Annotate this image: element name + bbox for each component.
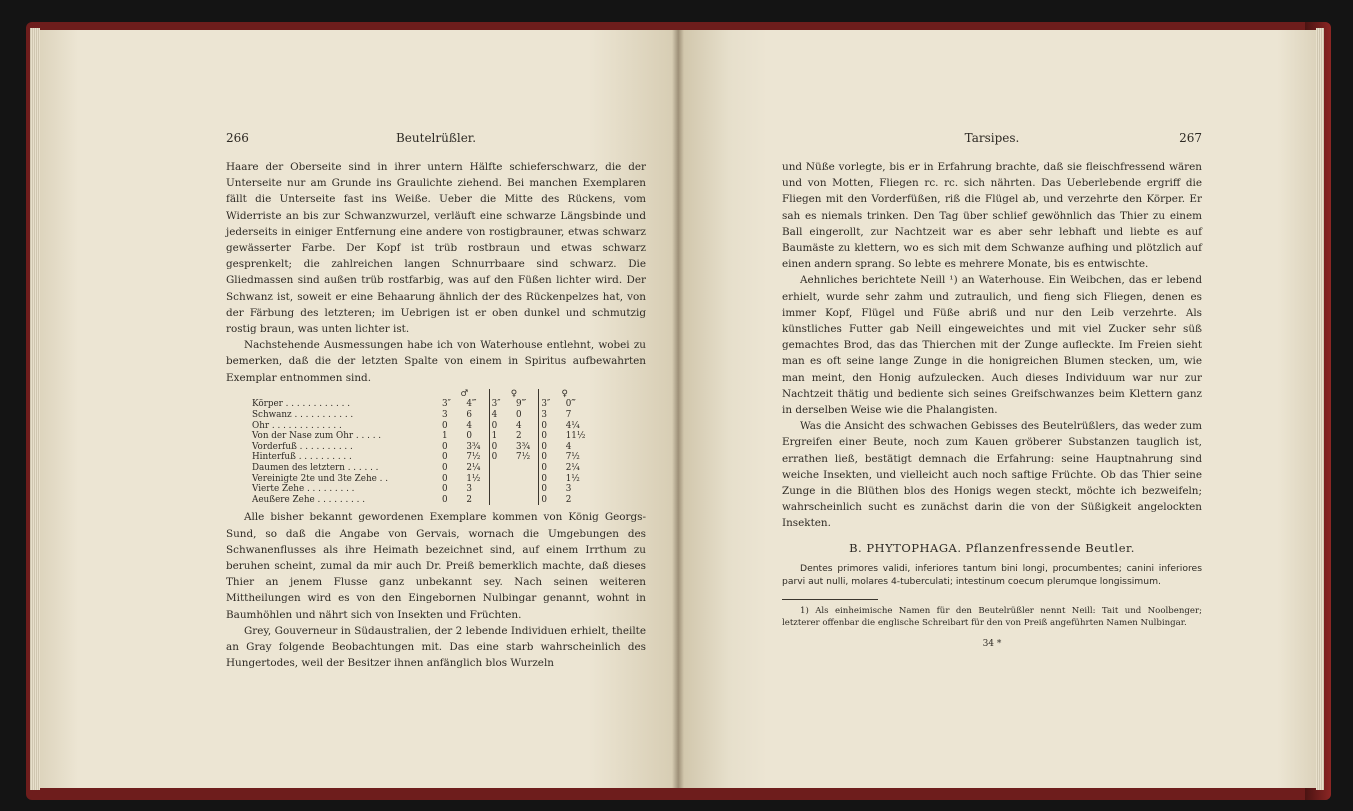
table-cell: 7½ <box>516 452 531 463</box>
row-label: Schwanz . . . . . . . . . . . <box>252 410 354 421</box>
table-cell: 1 <box>489 431 514 442</box>
table-cell: 2 <box>516 431 522 442</box>
table-cell: 0 <box>539 495 564 506</box>
table-cell <box>514 474 539 485</box>
column-header: ♀ <box>489 389 539 400</box>
row-label: Vereinigte 2te und 3te Zehe . . <box>252 473 389 484</box>
table-cell: 9‴ <box>516 399 527 410</box>
left-page-body <box>226 159 646 671</box>
table-cell: 3 <box>442 410 448 421</box>
table-cell <box>514 495 539 506</box>
row-label: Vorderfuß . . . . . . . . . . <box>252 441 353 452</box>
table-cell: 2¼ <box>565 463 580 473</box>
table-cell: 3¾ <box>516 441 531 452</box>
table-header-row <box>250 389 590 400</box>
row-label: Von der Nase zum Ohr . . . . . <box>252 431 382 442</box>
table-cell <box>489 463 514 474</box>
right-page-body <box>782 159 1202 652</box>
table-cell: 3″ <box>539 399 564 410</box>
table-cell: 3″ <box>489 399 514 410</box>
table-cell: 0 <box>539 474 564 485</box>
paragraph: Aehnliches berichtete Neill ¹) an Waterhouse. Ein Weibchen, das er lebend erhielt, wurde sehr zahm und zutraulich, und fieng sich Fliegen, denen es immer Kopf, Flügel und Füße abriß und nur den Leib verzehrte. Als künstliches Futter gab Neill eingeweichtes und mit viel Zucker sehr süß gemachtes Brod, das das Thierchen mit der Zunge aufleckte. Im Freien sieht man es oft seine lange Zunge in die honigreichen Blumen stecken, um, wie man meint, den Honig aufzulecken. Auch dieses Individuum war nur zur Nachtzeit thätig und bediente sich seines Greifschwanzes beim Klettern ganz in derselben Weise wie die Phalangisten. <box>782 274 1202 417</box>
table-cell: 4 <box>516 420 522 431</box>
table-cell: 6 <box>466 410 472 421</box>
paragraph: Nachstehende Ausmessungen habe ich von Waterhouse entlehnt, wobei zu bemerken, daß die der letzten Spalte von einem in Spiritus aufbewahrten Exemplar entnommen sind. <box>226 339 646 384</box>
latin-diagnosis: Dentes primores validi, inferiores tantum bini longi, procumbentes; canini inferiores parvi aut nulli, molares 4-tuberculati; intestinum coecum plerumque longissimum. <box>782 562 1202 588</box>
table-cell: 0 <box>442 420 448 431</box>
left-page <box>40 30 678 788</box>
table-cell: 0 <box>489 452 514 463</box>
row-label: Ohr . . . . . . . . . . . . . <box>252 420 342 431</box>
table-cell: 7½ <box>466 452 481 463</box>
page-number: 266 <box>226 131 249 145</box>
table-cell: 0 <box>539 442 564 453</box>
table-row <box>250 442 590 453</box>
table-cell <box>514 484 539 495</box>
table-cell: 2 <box>565 494 572 505</box>
page-edges-right <box>1316 28 1324 790</box>
column-header: ♂ <box>460 388 469 399</box>
table-cell <box>489 474 514 485</box>
table-row <box>250 399 590 410</box>
right-page-header <box>782 131 1202 149</box>
row-label: Aeußere Zehe . . . . . . . . . <box>252 494 366 505</box>
right-page <box>678 30 1316 788</box>
running-title: Tarsipes. <box>964 131 1020 145</box>
signature-mark: 34 * <box>982 638 1002 649</box>
table-cell: 0 <box>539 452 564 463</box>
table-cell <box>489 484 514 495</box>
table-row <box>250 474 590 485</box>
table-cell: 7½ <box>565 452 580 463</box>
table-cell: 0 <box>442 463 448 473</box>
table-cell: 0 <box>442 441 448 452</box>
measurements-table <box>250 389 590 506</box>
table-cell <box>514 463 539 474</box>
table-cell: 4¼ <box>565 420 580 431</box>
table-cell: 3 <box>565 484 572 495</box>
paragraph: und Nüße vorlegte, bis er in Erfahrung brachte, daß sie fleischfressend wären und von Motten, Fliegen rc. rc. sich nährten. Das Ueberlebende ergriff die Fliegen mit den Vorderfüßen, riß die Flügel ab, und verzehrte den Körper. Er sah es niemals trinken. Den Tag über schlief gewöhnlich das Thier zu einem Ball eingerollt, zur Nachtzeit war es aber sehr lebhaft und liebte es auf Baumäste zu klettern, wo es sich mit dem Schwanze aufhing und plötzlich auf einen andern sprang. So lebte es mehrere Monate, bis es entwischte. <box>782 161 1202 271</box>
table-cell: 0 <box>539 431 564 442</box>
table-cell: 0 <box>516 410 522 421</box>
table-cell: 3″ <box>442 399 451 410</box>
table-cell: 0 <box>442 494 448 505</box>
paragraph: Grey, Gouverneur in Südaustralien, der 2 lebende Individuen erhielt, theilte an Gray folgende Beobachtungen mit. Das eine starb wahrscheinlich des Hungertodes, weil der Besitzer ihnen anfänglich blos Wurzeln <box>226 624 646 670</box>
table-cell: 0 <box>489 442 514 453</box>
table-cell: 0 <box>489 421 514 432</box>
paragraph: Haare der Oberseite sind in ihrer untern Hälfte schieferschwarz, die der Unterseite nur am Grunde ins Graulichte ziehend. Bei manchen Exemplaren fällt die Unterseite fast ins Weiße. Ueber die Mitte des Rückens, vom Widerriste an bis zur Schwanzwurzel, verläuft eine schwarze Längsbinde und jederseits in einiger Entfernung eine andere von rostigbrauner, etwas schwarz gewässerter Farbe. Der Kopf ist trüb rostbraun und etwas schwarz gesprenkelt; die zahlreichen langen Schnurrbaare sind schwarz. Die Gliedmassen sind außen trüb rostfarbig, was auf den Füßen lichter wird. Der Schwanz ist, soweit er eine Behaarung ähnlich der des Rückenpelzes hat, von der Färbung des letzteren; im Uebrigen ist er oben dunkel und schmutzig rostig braun, was unten lichter ist. <box>226 161 646 336</box>
table-cell: 1½ <box>565 473 580 484</box>
table-cell: 1 <box>442 431 448 442</box>
table-cell: 3 <box>466 484 472 495</box>
table-cell: 4 <box>489 410 514 421</box>
page-edges-left <box>30 28 40 790</box>
table-row <box>250 484 590 495</box>
row-label: Vierte Zehe . . . . . . . . . <box>252 484 355 495</box>
table-cell: 2 <box>466 494 472 505</box>
footnote: 1) Als einheimische Namen für den Beutelrüßler nennt Neill: Tait und Noolbenger; letzterer offenbar die englische Schreibart für den von Preiß angeführten Namen Nulbingar. <box>782 606 1202 629</box>
table-row <box>250 495 590 506</box>
table-cell: 0 <box>442 473 448 484</box>
table-cell: 0 <box>539 463 564 474</box>
paragraph: Alle bisher bekannt gewordenen Exemplare kommen von König Georgs-Sund, so daß die Angabe von Gervais, wornach die Umgebungen des Schwanenflusses als ihre Heimath bezeichnet sind, auf einem Irrthum zu beruhen scheint, zumal da mir auch Dr. Preiß bemerklich machte, daß dieses Thier an jenem Flusse ganz unbekannt sey. Nach seinen weiteren Mittheilungen wird es von den Eingebornen Nulbingar genannt, wohnt in Baumhöhlen und nährt sich von Insekten und Früchten. <box>226 511 646 621</box>
footnote-rule <box>782 599 878 600</box>
table-cell: 0 <box>442 484 448 495</box>
row-label: Körper . . . . . . . . . . . . <box>252 399 350 410</box>
table-cell: 4 <box>565 441 572 452</box>
table-cell: 0 <box>466 431 472 442</box>
table-cell: 3 <box>539 410 564 421</box>
running-title: Beutelrüßler. <box>395 131 477 145</box>
table-cell: 4 <box>466 420 472 431</box>
table-row <box>250 463 590 474</box>
table-row <box>250 452 590 463</box>
table-cell: 1½ <box>466 473 481 484</box>
table-cell: 2¼ <box>466 463 481 473</box>
table-row <box>250 410 590 421</box>
column-header: ♀ <box>539 389 590 400</box>
table-cell: 4‴ <box>466 399 477 410</box>
paragraph: Was die Ansicht des schwachen Gebisses des Beutelrüßlers, das weder zum Ergreifen einer Beute, noch zum Kauen gröberer Substanzen tauglich ist, errathen ließ, bestätigt demnach die Erfahrung: seine Hauptnahrung sind weiche Insekten, und vielleicht auch noch saftige Früchte. Ob das Thier seine Zunge in die Blüthen blos des Honigs wegen steckt, möchte ich bezweifeln; wahrscheinlich sucht es zunächst darin die von der Süßigkeit angelockten Insekten. <box>782 420 1202 530</box>
table-cell <box>489 495 514 506</box>
row-label: Hinterfuß . . . . . . . . . . <box>252 452 352 463</box>
table-cell: 11½ <box>565 431 586 442</box>
table-cell: 0 <box>539 484 564 495</box>
table-cell: 0‴ <box>565 399 576 410</box>
row-label: Daumen des letztern . . . . . . <box>252 463 379 473</box>
table-cell: 3¾ <box>466 441 481 452</box>
table-row <box>250 431 590 442</box>
page-number: 267 <box>1179 131 1202 145</box>
table-cell: 0 <box>539 421 564 432</box>
table-cell: 7 <box>565 410 572 421</box>
book-gutter <box>672 30 684 788</box>
table-row <box>250 421 590 432</box>
left-page-header <box>226 131 646 149</box>
table-cell: 0 <box>442 452 448 463</box>
section-heading: B. PHYTOPHAGA. Pflanzenfressende Beutler. <box>849 540 1135 555</box>
